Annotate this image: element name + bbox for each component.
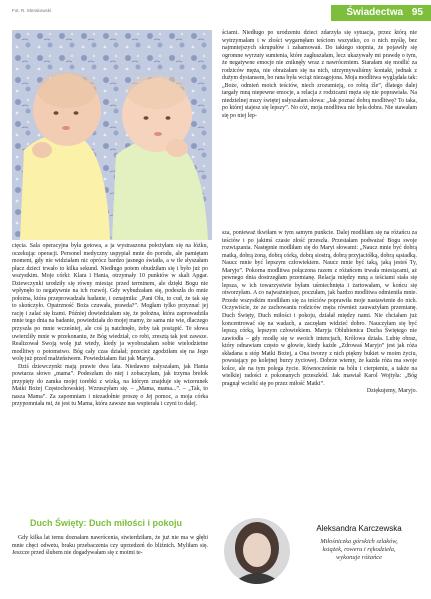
section-subheading: Duch Święty: Duch miłości i pokoju [30,518,183,528]
author-description [296,538,422,562]
closing-line: Dziękujemy, Maryjo. [366,388,417,395]
author-portrait [224,518,290,584]
section-header [331,5,431,21]
paragraph: ściami. Niedługo po urodzeniu dzieci zdarzyła się sytuacja, przez którą nie wytrzymałam i w złości wygarnęłam teściom wszystko, co o nich myślę, bez najmniejszych skrupułów i zahamowań. Do takiego stopnia, że pojawiły się ogromne wyrzuty sumienia, które zagłuszałam, lecz ukazywały mi prawdę o tym, że negatywne emocje nie zniknęły wraz z nawróceniem. Starałam się modlić za rodziców męża, nie obrażałam się na nich, utrzymywaliśmy kontakt, jednak z dużym dystansem, bo rana była wciąż niezagojona. Moja modlitwa wyglądała tak: „Boże, odmień moich teściów, niech zrozumieją, co robią źle”, dlatego dalej targały mną niepewne emocje, a relacja z rodzicami męża się nie poprawiała. Na niedzielnej mszy świętej usłyszałam słowa: „Jak poznać dobrą modlitwę? To taka, po której stajesz się lepszy”. No cóż, moja modlitwa nie była dobra. Nie stawałam się po niej lep- [222,30,417,120]
author-desc-line: książek, roweru i rękodzieła, [322,546,396,553]
page-number: 95 [411,7,423,18]
paragraph: Dziś dziewczynki mają prawie dwa lata. Niedawno usłyszałam, jak Hania powtarza słowo „mama”. Podeszłam do niej i zobaczyłam, jak trzyma brelok przypięty do zamka mojej torebki z wizką, na którym znajduje się wizerunek Matki Bożej Częstochowskiej. Wzruszyłam się. – „Mama, mama...”. – „Tak, to nasza Mama”. Za zapomniam i niezadołnie proszę o Jej pomoc, a moja córka przypomniała mi, że jest tu Mama, która zawsze nas wspierała i czyni to dalej. [12,363,208,408]
section-title: Świadectwa [346,7,404,18]
author-desc-line: Miłośniczka górskich szlaków, [320,538,398,545]
author-desc-line: wykonuje różańce [336,554,382,561]
article-column-right-bottom [222,230,417,396]
paragraph: sza, ponieważ tkwiłam w tym samym punkcie. Dalej modliłam się na różańcu za teściów i po jakimś czasie złość przeszła. Przestałam podważać Bogu swoje rozwiązania. Następnie modliłam się do Maryi słowami: „Naucz mnie być dobrą matką, dobrą żoną, dobrą córką, dobrą siostrą, dobrą przyjaciółką, dobrą sąsiadką. Naucz mnie być lepszym człowiekiem. Naucz mnie być taką, jaką jesteś Ty, Maryjo”. Pokorna modlitwa połączona razem z różańcem trwała miesiącami, aż pewnego dnia dostrzegłam przemianę. Relacja między mną a teściami stała się lepsza, w ich towarzystwie byłam uśmiechnięta i żartowałam, w końcu się otworzyłam. A co najważniejsze, poczułam, jak bardzo modlitwa odmieniła mnie. Przede wszystkim modliłam się za teściów poprawiła moje nastawienie do nich. Oczywiście, że ze zachowaniu rodziców męża również zauważyłam przemianę. Duch Święty, Duch miłości i pokoju, działał między nami. Nie chciałam już koncentrować się na wadach, a zaczęłam widzieć dobro. Nauczyłam się być lepszą córką, lepszym człowiekiem. Maryja Oblubienica Ducha Świętego nie zawiodła – gdy modlę się w swoich intencjach, Królowa działa. Lubię obraz, który odnawiam często w głowie, kiedy każde „Zdrowaś Maryjo” jest jak róża składana u stóp Matki Bożej, a Ona tworzy z nich piękny bukiet w moim życiu, powstający po kolejnej burzy życiowej. Dobrze wiemy, że każda róża ma swoje kolce, ale na tym polega życie. Równocześnie na bólu i cierpieniu, a także na wielkiej radości z pokonanych przeszkód. Jak mawiał Karol Wojtyła: „Bóg pragnął wcielić się po przez miłość Matki”. [222,230,417,387]
article-column-right-top [222,30,417,121]
paragraph: Gdy kilka lat temu doznałam nawrócenia, stwierdziłam, że już nie ma w głębi mnie chęci odwetu, braku przebaczenia czy uprzedzeń do bliźnich. Myliłam się. Jeszcze przed ślubem nie dogadywałam się z moimi te- [12,535,208,557]
article-column-left-bottom [12,535,208,558]
twins-photo [12,30,212,240]
author-name: Aleksandra Karczewska [316,524,402,533]
article-column-left [12,243,208,409]
photo-credit: Fot. R. Sterakowski [12,8,52,13]
paragraph: cięcia. Sala operacyjna była gotowa, a ja wystraszona położyłam się na łóżku, oczekując operacji. Personel medyczny uspypiał mnie do porodu, ale pamiętam moment, gdy nie widziałam nic oprócz bardzo jasnego światła, a w tle słyszałam płacz dzieci trwało to kilka sekund. Niedługo potem obudziłam się i było już po wszystkim. Moje córki: Klara i Hania, otrzymały 10 punktów w skali Apgar. Dziewczynki urodziły się równy miesiąc przed terminem, ale dzięki Bogu nie wpłynęło to negatywnie na ich rozwój. Gdy wybudzałam się, podeszła do mnie położna, która przeprowadzała badanie, i oznajmiła: „Pani Olu, to cud, że tak się to skończyło. Opatrzność Boża czuwała, prawda?”. Mogłam tylko przyznać jej rację i zalać się łzami. Później dowiedziałam się, że położna, która zaprowadziła mnie tego dnia na badanie, powiedziała do mojej mamy, że sama nie wie, dlaczego przyszła po mnie wcześniej, ale coś ją natchnęło, żeby tak postąpić. Te słowa uwierzliły mnie w przekonaniu, że Bóg wiedział, co robi, zresztą tak jest zawsze. Realizował Swoją wolę już wtedy, kiedy ja wyobrażałam sobie wielodzietne modlitwy o potomstwo. Bóg cały czas działał; przecież zgodziłam się na Jego wolę już przed małżeństwem. Powiedziałam fiat jak Maryja. [12,243,208,363]
